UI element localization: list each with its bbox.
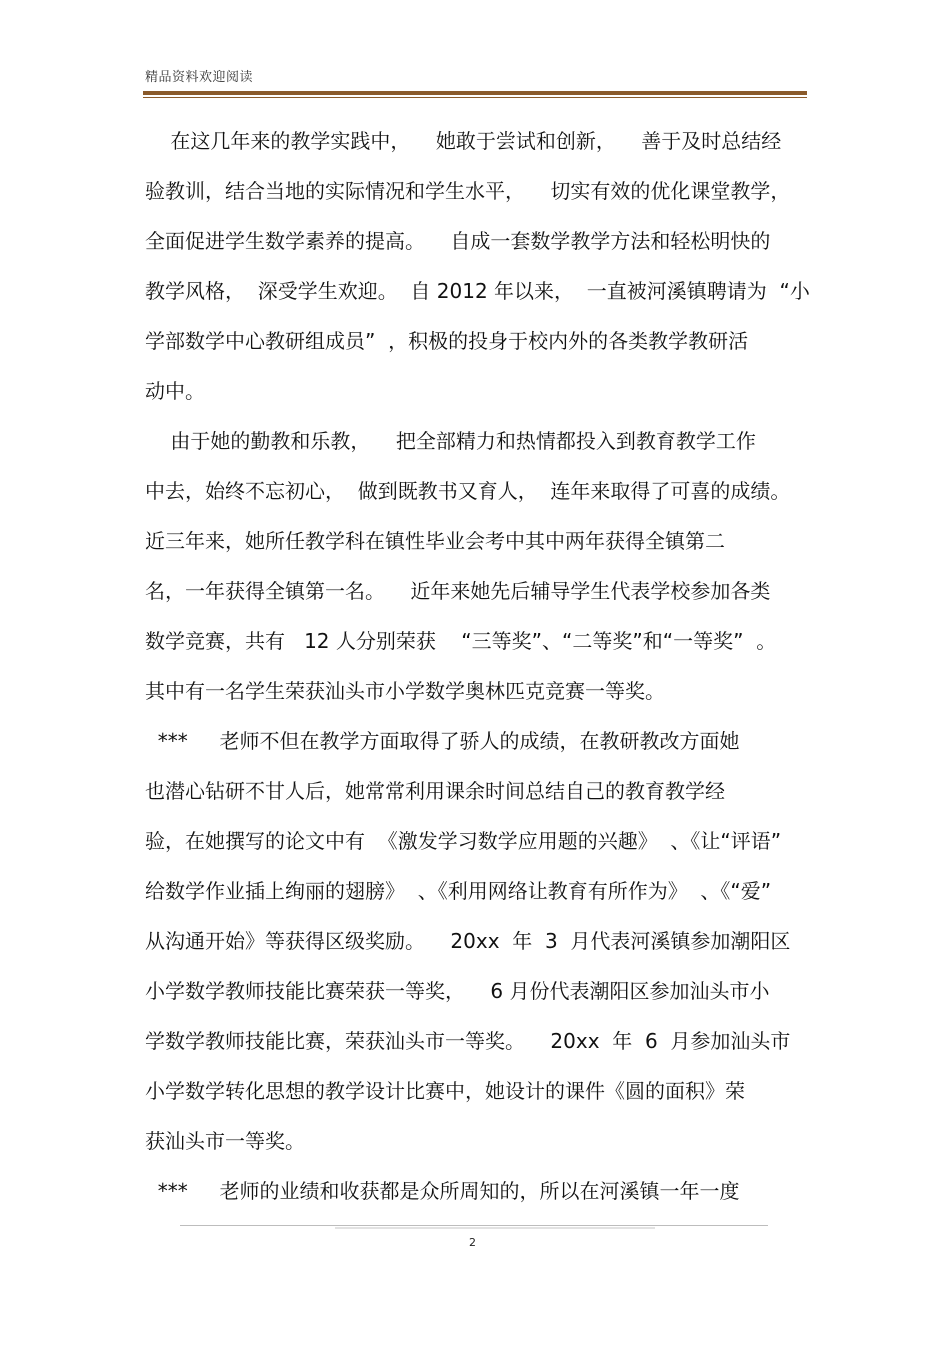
body-line: 名，一年获得全镇第一名。 近年来她先后辅导学生代表学校参加各类 [145,579,771,603]
body-line: 学数学教师技能比赛，荣获汕头市一等奖。 20xx 年 6 月参加汕头市 [145,1029,791,1053]
body-line: 给数学作业插上绚丽的翅膀》 、《利用网络让教育有所作为》 、《“爱” [145,879,772,903]
body-line: 中去，始终不忘初心， 做到既教书又育人， 连年来取得了可喜的成绩。 [145,479,791,503]
header-divider-thin [143,97,807,98]
body-line: 教学风格， 深受学生欢迎。 自 2012 年以来， 一直被河溪镇聘请为 “小 [145,279,810,303]
body-line: 小学数学转化思想的教学设计比赛中，她设计的课件《圆的面积》荣 [145,1079,745,1103]
body-line: 其中有一名学生荣获汕头市小学数学奥林匹克竞赛一等奖。 [145,679,665,703]
page-header-title: 精品资料欢迎阅读 [145,70,254,85]
body-line: 验教训，结合当地的实际情况和学生水平， 切实有效的优化课堂教学， [145,179,791,203]
body-line: 由于她的勤教和乐教， 把全部精力和热情都投入到教育教学工作 [145,429,756,453]
footer-divider-shadow [335,1227,655,1229]
body-line: 小学数学教师技能比赛荣获一等奖， 6 月份代表潮阳区参加汕头市小 [145,979,770,1003]
body-line: 也潜心钻研不甘人后，她常常利用课余时间总结自己的教育教学经 [145,779,725,803]
body-line: 近三年来，她所任教学科在镇性毕业会考中其中两年获得全镇第二 [145,529,725,553]
body-line: 全面促进学生数学素养的提高。 自成一套数学教学方法和轻松明快的 [145,229,771,253]
body-line: 从沟通开始》等获得区级奖励。 20xx 年 3 月代表河溪镇参加潮阳区 [145,929,791,953]
body-line: 获汕头市一等奖。 [145,1129,305,1153]
body-line: *** 老师的业绩和收获都是众所周知的，所以在河溪镇一年一度 [145,1179,740,1203]
body-line: 在这几年来的教学实践中， 她敢于尝试和创新， 善于及时总结经 [145,129,782,153]
body-line: 验，在她撰写的论文中有 《激发学习数学应用题的兴趣》 、《让“评语” [145,829,782,853]
body-line: *** 老师不但在教学方面取得了骄人的成绩，在教研教改方面她 [145,729,740,753]
body-line: 数学竞赛，共有 12 人分别荣获 “三等奖”、“二等奖”和“一等奖” 。 [145,629,777,653]
page-number: 2 [469,1236,476,1249]
footer-divider [180,1225,768,1226]
body-line: 动中。 [145,379,205,403]
body-line: 学部数学中心教研组成员” ，积极的投身于校内外的各类教学教研活 [145,329,749,353]
header-divider-thick [143,91,807,95]
